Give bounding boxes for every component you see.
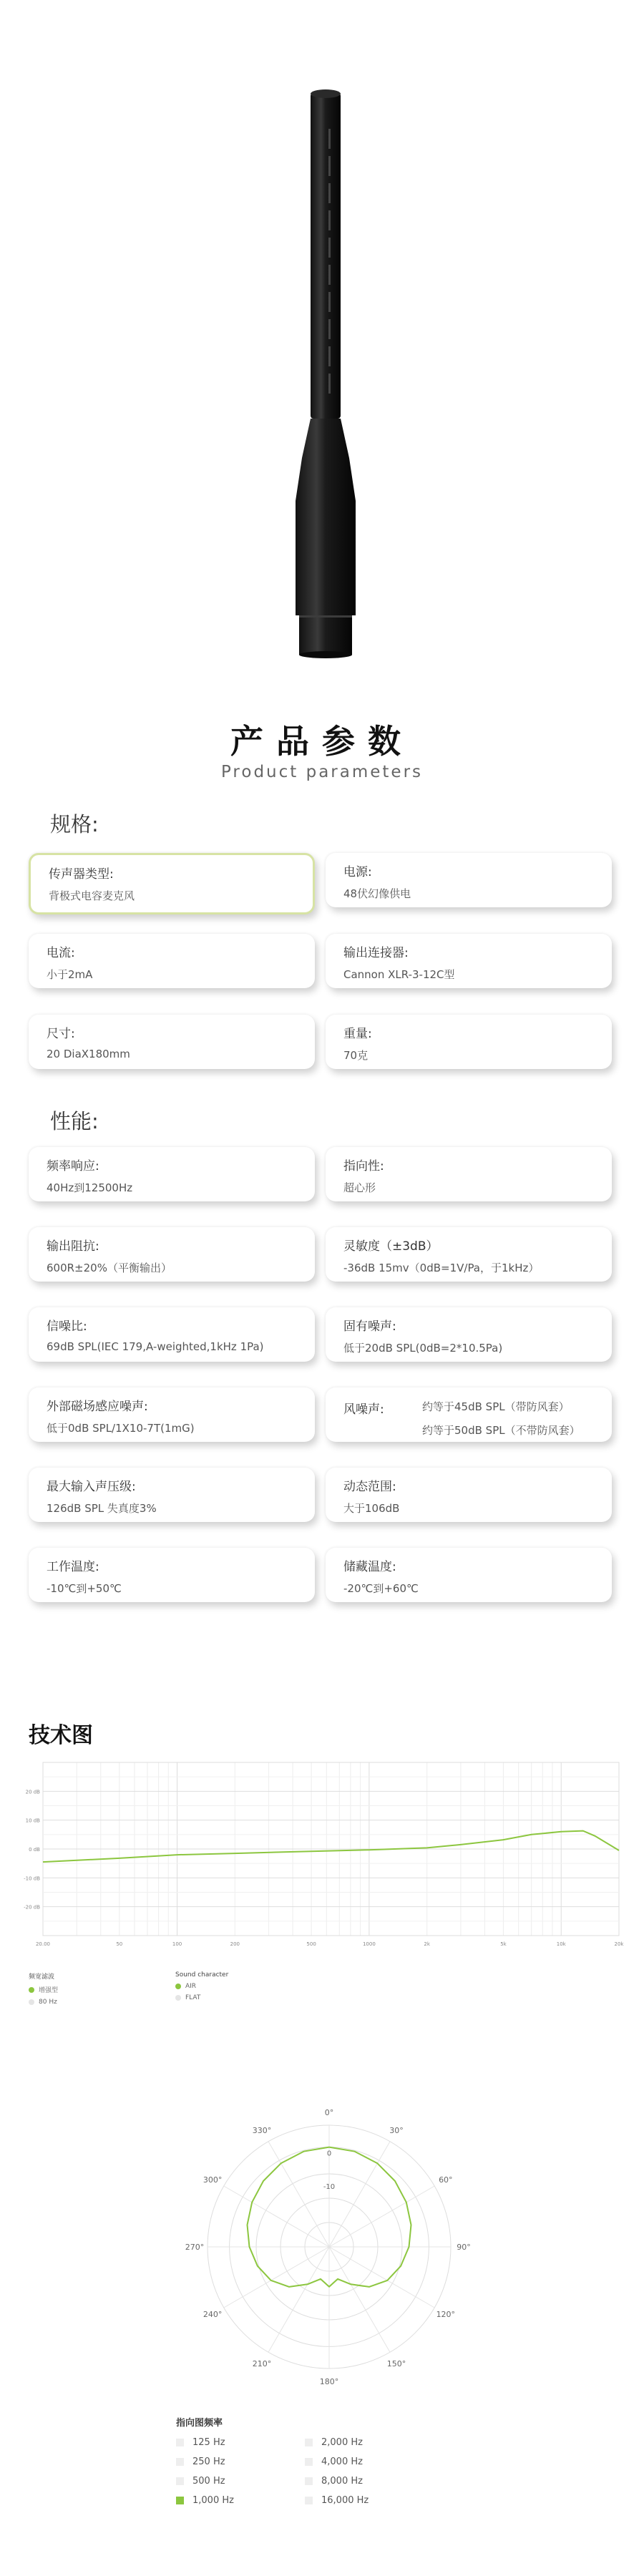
polar-spoke (268, 2247, 329, 2352)
perf-card-magnetic-noise (29, 1387, 315, 1442)
perf-label: 风噪声: (343, 1402, 384, 1417)
spec-value: 48伏幻像供电 (343, 887, 411, 900)
polar-spoke (329, 2247, 390, 2352)
perf-card-snr (29, 1307, 315, 1362)
perf-card-dynamic-range (326, 1468, 612, 1522)
spec-label: 重量: (343, 1027, 372, 1041)
legend-swatch-icon (176, 2458, 184, 2466)
perf-value: 大于106dB (343, 1502, 400, 1515)
polar-spoke (326, 2142, 390, 2247)
perf-card-wind-noise (326, 1387, 612, 1442)
spec-card-size (29, 1015, 315, 1069)
perf-label: 信噪比: (47, 1319, 87, 1334)
perf-value: 600R±20%（平衡输出） (47, 1262, 172, 1274)
spec-label: 电源: (343, 865, 372, 879)
angle-label: 240° (203, 2310, 223, 2319)
frequency-response-chart (21, 1757, 626, 1957)
legend-swatch-icon (176, 2477, 184, 2485)
polar-spoke (224, 2247, 329, 2308)
tech-heading: 技术图 (29, 1723, 93, 1748)
performance-heading: 性能: (50, 1109, 99, 1133)
y-tick-label: -20 dB (24, 1904, 40, 1911)
x-tick-label: 500 (306, 1941, 316, 1947)
legend-label: FLAT (185, 1994, 201, 2001)
x-tick-label: 10k (556, 1941, 566, 1947)
angle-label: 330° (252, 2126, 272, 2136)
perf-label: 输出阻抗: (47, 1239, 99, 1254)
perf-value: -36dB 15mv（0dB=1V/Pa，于1kHz） (343, 1262, 540, 1274)
series-line (43, 1831, 619, 1863)
spec-card-power (326, 853, 612, 907)
y-tick-label: 20 dB (25, 1789, 40, 1795)
polar-legend-item[interactable] (176, 2437, 305, 2448)
spec-value: 20 DiaX180mm (47, 1048, 130, 1060)
spec-card-mic-type (29, 853, 315, 914)
x-tick-label: 20k (614, 1941, 624, 1947)
legend-title: 频宽滤波 (29, 1974, 55, 1981)
legend-swatch-icon (305, 2497, 313, 2504)
polar-legend (176, 2415, 462, 2506)
polar-spoke (329, 2247, 434, 2308)
angle-label: 180° (319, 2377, 339, 2386)
section-title-cn: 产品参数 (230, 722, 414, 761)
perf-value: 40Hz到12500Hz (47, 1181, 133, 1194)
perf-value: 69dB SPL(IEC 179,A-weighted,1kHz 1Pa) (47, 1340, 264, 1353)
legend-swatch-icon (305, 2439, 313, 2446)
angle-label: 60° (439, 2175, 453, 2185)
spec-value: Cannon XLR-3-12C型 (343, 968, 455, 981)
legend-label: 2,000 Hz (321, 2437, 363, 2448)
polar-legend-item[interactable] (305, 2457, 434, 2467)
freq-legend-group-1 (29, 1971, 58, 2006)
legend-dot-icon[interactable] (29, 1987, 34, 1993)
spec-label: 电流: (47, 946, 75, 960)
polar-legend-item[interactable] (305, 2437, 434, 2448)
radial-label: -10 (323, 2183, 336, 2192)
spec-card-current (29, 934, 315, 988)
legend-label: 500 Hz (192, 2476, 225, 2487)
perf-label: 外部磁场感应噪声: (47, 1400, 148, 1414)
polar-spoke (224, 2186, 329, 2247)
perf-label: 动态范围: (343, 1480, 396, 1494)
legend-label: 80 Hz (39, 1999, 57, 2006)
perf-card-polar (326, 1147, 612, 1201)
polar-legend-item[interactable] (176, 2495, 305, 2506)
perf-card-max-spl (29, 1468, 315, 1522)
perf-value: 超心形 (343, 1181, 376, 1194)
angle-label: 210° (252, 2358, 272, 2368)
perf-value: -20℃到+60℃ (343, 1582, 419, 1595)
angle-label: 300° (203, 2175, 223, 2185)
freq-legend-group-2 (175, 1971, 228, 2001)
polar-pattern-chart (179, 2093, 479, 2394)
perf-label: 频率响应: (47, 1159, 99, 1174)
x-tick-label: 1000 (362, 1941, 376, 1947)
radial-label: 0 (326, 2150, 332, 2158)
angle-label: 0° (324, 2108, 334, 2117)
polar-legend-item[interactable] (176, 2457, 305, 2467)
spec-label: 输出连接器: (343, 946, 409, 960)
legend-dot-icon[interactable] (175, 1995, 181, 2001)
spec-value: 小于2mA (47, 968, 93, 981)
perf-label: 最大输入声压级: (47, 1480, 136, 1494)
polar-legend-title: 指向图频率 (176, 2418, 223, 2429)
legend-swatch-icon (305, 2458, 313, 2466)
perf-label: 储藏温度: (343, 1560, 396, 1574)
perf-label: 灵敏度（±3dB） (343, 1239, 439, 1254)
legend-label: 16,000 Hz (321, 2495, 369, 2506)
legend-label: 增强型 (39, 1987, 59, 1994)
spec-label: 尺寸: (47, 1027, 75, 1041)
y-tick-label: -10 dB (24, 1875, 40, 1882)
perf-value: 低于20dB SPL(0dB=2*10.5Pa) (343, 1342, 503, 1355)
specs-heading: 规格: (50, 812, 99, 836)
x-tick-label: 100 (172, 1941, 182, 1947)
angle-label: 150° (386, 2358, 406, 2368)
legend-swatch-icon (176, 2497, 184, 2504)
spec-value: 70克 (343, 1049, 369, 1062)
legend-dot-icon[interactable] (175, 1984, 181, 1989)
y-tick-label: 0 dB (29, 1847, 40, 1853)
section-title-en: Product parameters (220, 763, 424, 781)
perf-value: -10℃到+50℃ (47, 1582, 122, 1595)
perf-label: 指向性: (343, 1159, 384, 1174)
polar-legend-item[interactable] (305, 2476, 434, 2487)
legend-dot-icon[interactable] (29, 1999, 34, 2005)
polar-legend-item[interactable] (176, 2476, 305, 2487)
legend-label: 1,000 Hz (192, 2495, 234, 2506)
polar-spoke (329, 2186, 434, 2247)
polar-legend-item[interactable] (305, 2495, 434, 2506)
legend-label: 125 Hz (192, 2437, 225, 2448)
x-tick-label: 20.00 (35, 1941, 51, 1947)
legend-swatch-icon (176, 2439, 184, 2446)
perf-card-operating-temp (29, 1548, 315, 1602)
legend-label: 4,000 Hz (321, 2457, 363, 2467)
x-tick-label: 200 (230, 1941, 240, 1947)
spec-label: 传声器类型: (49, 867, 114, 882)
perf-value-2: 约等于50dB SPL（不带防风套） (422, 1424, 580, 1437)
perf-card-storage-temp (326, 1548, 612, 1602)
legend-title: Sound character (175, 1971, 229, 1979)
legend-label: 8,000 Hz (321, 2476, 363, 2487)
perf-label: 固有噪声: (343, 1319, 396, 1334)
y-tick-label: 10 dB (25, 1818, 40, 1824)
spec-card-weight (326, 1015, 612, 1069)
perf-card-sensitivity (326, 1227, 612, 1282)
x-tick-label: 2k (424, 1941, 430, 1947)
angle-label: 120° (436, 2310, 456, 2319)
perf-value: 约等于45dB SPL（带防风套） (422, 1400, 570, 1413)
angle-label: 270° (185, 2243, 205, 2252)
product-image-microphone (0, 0, 644, 687)
polar-legend-grid (176, 2437, 462, 2506)
legend-label: AIR (185, 1983, 197, 1990)
perf-card-impedance (29, 1227, 315, 1282)
perf-card-self-noise (326, 1307, 612, 1362)
x-tick-label: 50 (116, 1941, 123, 1947)
perf-card-frequency (29, 1147, 315, 1201)
perf-value: 低于0dB SPL/1X10-7T(1mG) (47, 1422, 195, 1435)
spec-value: 背极式电容麦克风 (49, 889, 135, 902)
perf-label: 工作温度: (47, 1560, 99, 1574)
x-tick-label: 5k (500, 1941, 507, 1947)
angle-label: 30° (389, 2126, 404, 2136)
spec-card-connector (326, 934, 612, 988)
perf-value: 126dB SPL 失真度3% (47, 1502, 157, 1515)
legend-label: 250 Hz (192, 2457, 225, 2467)
legend-swatch-icon (305, 2477, 313, 2485)
angle-label: 90° (457, 2243, 471, 2252)
